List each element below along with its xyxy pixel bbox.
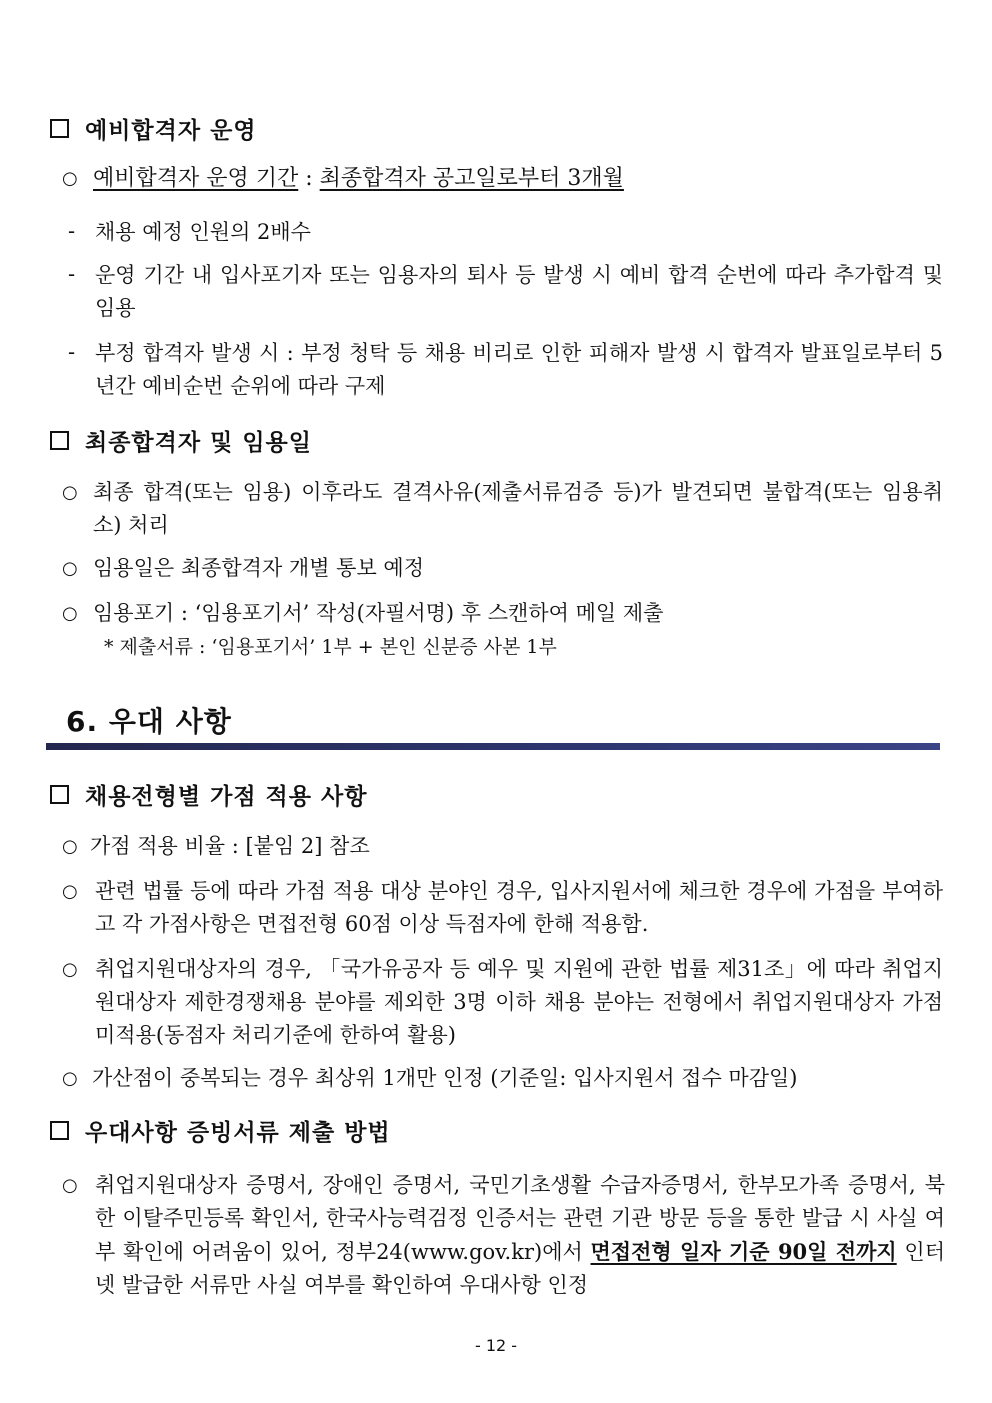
dash-bullet: - [68,340,76,364]
circle-bullet-icon: ○ [62,1175,78,1196]
circle-bullet-icon: ○ [62,1068,78,1089]
circle-bullet-icon: ○ [62,558,78,579]
checkbox-square-icon [50,1121,69,1140]
reserve-item-2: 운영 기간 내 입사포기자 또는 임용자의 퇴사 등 발생 시 예비 합격 순번에 따라 추가합격 및 임용 [95,263,943,320]
dash-bullet: - [68,219,76,243]
bonus-item-4: 가산점이 중복되는 경우 최상위 1개만 인정 (기준일: 입사지원서 접수 마감일) [92,1066,798,1090]
dash-bullet: - [68,262,76,286]
section-heading-final: 최종합격자 및 임용일 [50,424,312,457]
circle-bullet-icon: ○ [62,482,78,503]
bonus-item-2: 관련 법률 등에 따라 가점 적용 대상 분야인 경우, 입사지원서에 체크한 경우에 가점을 부여하고 각 가점사항은 면접전형 60점 이상 득점자에 한해 적용함. [95,879,943,936]
section-heading-bonus: 채용전형별 가점 적용 사항 [50,778,367,811]
circle-bullet-icon: ○ [62,836,78,857]
circle-bullet-icon: ○ [62,603,78,624]
checkbox-square-icon [50,785,69,804]
bonus-item-3: 취업지원대상자의 경우, 「국가유공자 등 예우 및 지원에 관한 법률 제31조」에 따라 취업지원대상자 제한경쟁채용 분야를 제외한 3명 이하 채용 분야는 전형에서 취업지원대상자 가점 미적용(동점자 처리기준에 한하여 활용) [95,957,943,1047]
section-6-title: 6. 우대 사항 [66,705,232,738]
circle-bullet-icon: ○ [62,959,78,980]
final-item-2: 임용일은 최종합격자 개별 통보 예정 [93,556,424,580]
reserve-period: 예비합격자 운영 기간 : 최종합격자 공고일로부터 3개월 [93,166,624,191]
reserve-item-3: 부정 합격자 발생 시 : 부정 청탁 등 채용 비리로 인한 피해자 발생 시 합격자 발표일로부터 5년간 예비순번 순위에 따라 구제 [95,341,943,398]
final-note: * 제출서류 : ‘임용포기서’ 1부 + 본인 신분증 사본 1부 [104,636,557,658]
bonus-item-1: 가점 적용 비율 : [붙임 2] 참조 [90,834,370,858]
section-heading-reserve: 예비합격자 운영 [50,112,257,145]
final-item-3: 임용포기 : ‘임용포기서’ 작성(자필서명) 후 스캔하여 메일 제출 [93,601,664,625]
final-item-1: 최종 합격(또는 임용) 이후라도 결격사유(제출서류검증 등)가 발견되면 불합격(또는 임용취소) 처리 [93,480,943,537]
section-divider [46,743,940,750]
checkbox-square-icon [50,119,69,138]
circle-bullet-icon: ○ [62,168,78,189]
section-heading-proof: 우대사항 증빙서류 제출 방법 [50,1114,391,1147]
checkbox-square-icon [50,431,69,450]
proof-item: 취업지원대상자 증명서, 장애인 증명서, 국민기초생활 수급자증명서, 한부모가족 증명서, 북한 이탈주민등록 확인서, 한국사능력검정 인증서는 관련 기관 방문 등을 통한 발급 시 사실 여부 확인에 어려움이 있어, 정부24(www.gov.kr)에서 면접전형 일자 기준 90일 전까지 인터넷 발급한 서류만 사실 여부를 확인하여 우대사항 인정 [95,1173,946,1297]
reserve-item-1: 채용 예정 인원의 2배수 [95,220,311,244]
page-number: - 12 - [474,1336,518,1355]
circle-bullet-icon: ○ [62,881,78,902]
